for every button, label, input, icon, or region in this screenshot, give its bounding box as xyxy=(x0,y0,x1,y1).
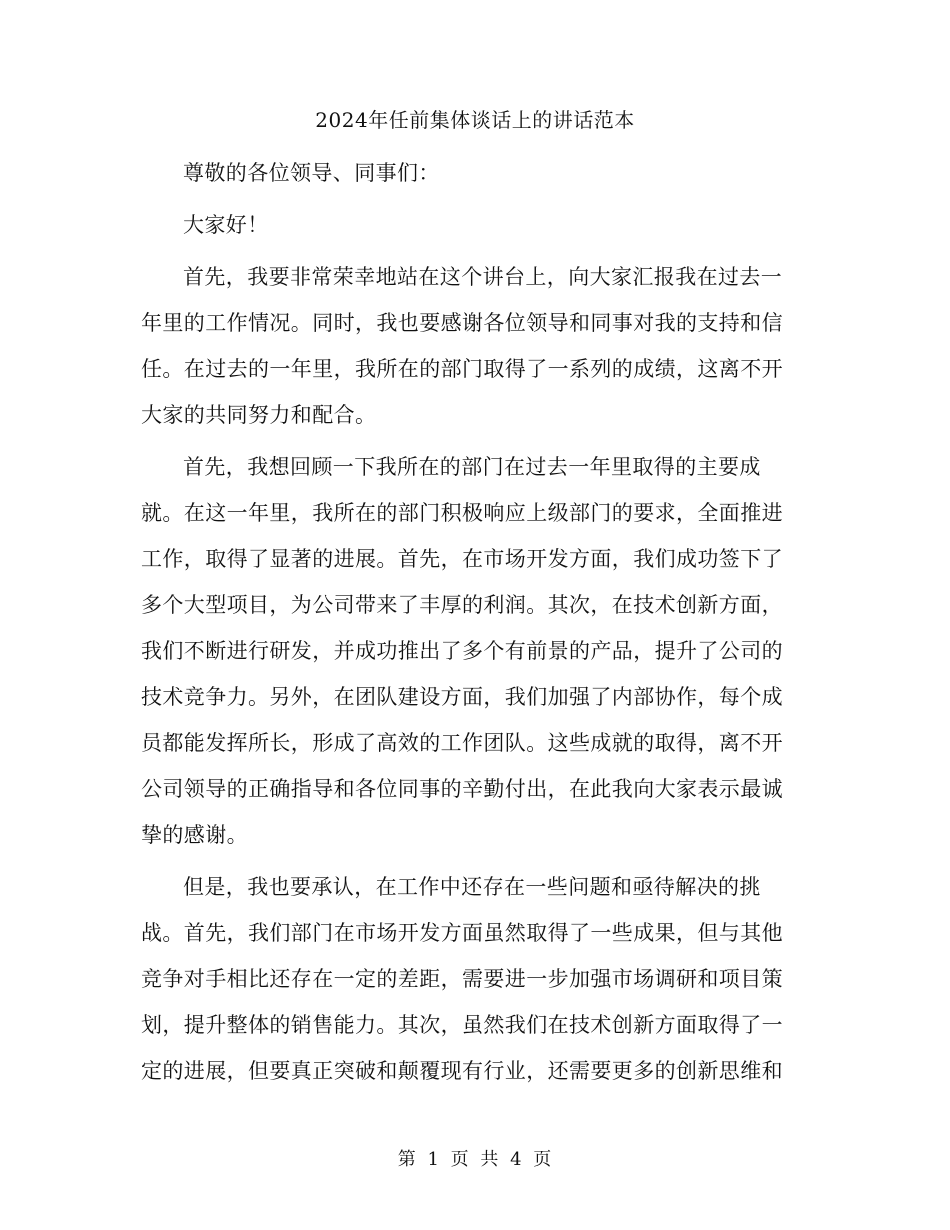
document-title: 2024年任前集体谈话上的讲话范本 xyxy=(315,108,635,132)
paragraph-intro: 首先，我要非常荣幸地站在这个讲台上，向大家汇报我在过去一年里的工作情况。同时，我也要感谢各位领导和同事对我的支持和信任。在过去的一年里，我所在的部门取得了一系列的成绩，这离不开大家的共同努力和配合。 xyxy=(141,265,783,427)
paragraph-achievements: 首先，我想回顾一下我所在的部门在过去一年里取得的主要成就。在这一年里，我所在的部门积极响应上级部门的要求，全面推进工作，取得了显著的进展。首先，在市场开发方面，我们成功签下了多个大型项目，为公司带来了丰厚的利润。其次，在技术创新方面，我们不断进行研发，并成功推出了多个有前景的产品，提升了公司的技术竞争力。另外，在团队建设方面，我们加强了内部协作，每个成员都能发挥所长，形成了高效的工作团队。这些成就的取得，离不开公司领导的正确指导和各位同事的辛勤付出，在此我向大家表示最诚挚的感谢。 xyxy=(141,455,783,847)
page-number-footer: 第 1 页 共 4 页 xyxy=(397,1149,553,1170)
salutation: 尊敬的各位领导、同事们： xyxy=(183,161,440,185)
paragraph-challenges: 但是，我也要承认，在工作中还存在一些问题和亟待解决的挑战。首先，我们部门在市场开发方面虽然取得了一些成果，但与其他竞争对手相比还存在一定的差距，需要进一步加强市场调研和项目策划，提升整体的销售能力。其次，虽然我们在技术创新方面取得了一定的进展，但要真正突破和颠覆现有行业，还需要更多的创新思维和 xyxy=(141,875,783,1083)
greeting: 大家好！ xyxy=(183,213,269,237)
document-body xyxy=(141,150,801,1100)
